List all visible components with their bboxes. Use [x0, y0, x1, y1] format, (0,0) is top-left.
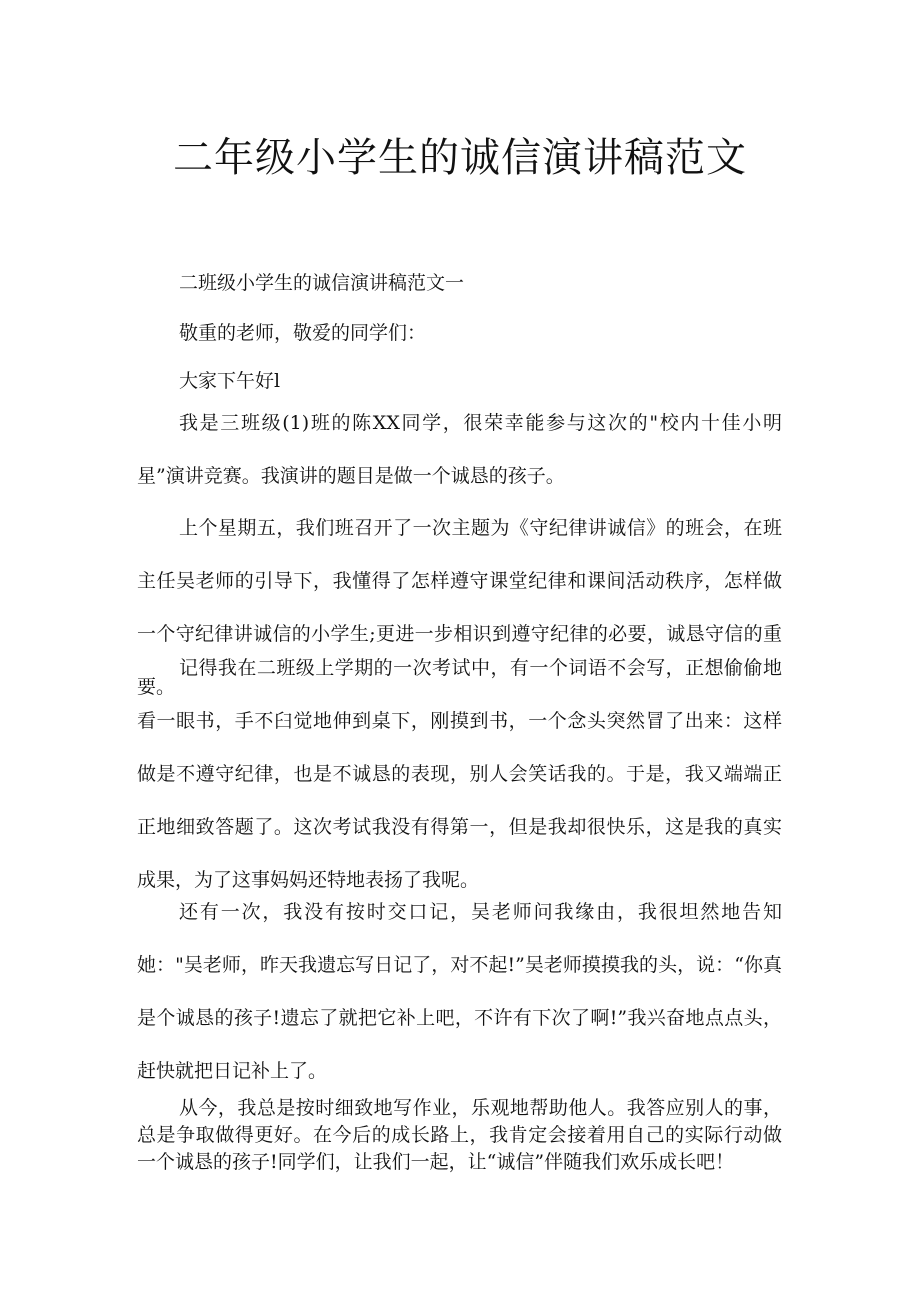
paragraph-4: 还有一次，我没有按时交口记，吴老师问我缘由，我很坦然地告知她："吴老师，昨天我遗忘写日记了，对不起!”吴老师摸摸我的头，说：“你真是个诚恳的孩子!遗忘了就把它补上吧，不许有下次了啊!”我兴奋地点点头，赶快就把日记补上了。 [137, 901, 782, 1082]
page-title: 二年级小学生的诚信演讲稿范文 [173, 135, 747, 181]
paragraph-5: 从今，我总是按时细致地写作业，乐观地帮助他人。我答应别人的事，总是争取做得更好。在今后的成长路上，我肯定会接着用自己的实际行动做一个诚恳的孩子!同学们，让我们一起，让“诚信”伴随我们欢乐成长吧！ [137, 1097, 782, 1173]
paragraph-2: 上个星期五，我们班召开了一次主题为《守纪律讲诚信》的班会，在班主任吴老师的引导下，我懂得了怎样遵守课堂纪律和课间活动秩序，怎样做一个守纪律讲诚信的小学生;更进一步相识到遵守纪律的必要，诚恳守信的重要。 [137, 517, 782, 698]
paragraph-3: 记得我在二班级上学期的一次考试中，有一个词语不会写，正想偷偷地看一眼书，手不臼觉地伸到桌下，刚摸到书，一个念头突然冒了出来：这样做是不遵守纪律，也是不诚恳的表现，别人会笑话我的。于是，我又端端正正地细致答题了。这次考试我没有得第一，但是我却很快乐，这是我的真实成果，为了这事妈妈还特地表扬了我呢。 [137, 657, 782, 891]
subtitle: 二班级小学生的诚信演讲稿范文一 [179, 272, 465, 294]
greeting: 大家下午好l [179, 370, 281, 392]
paragraph-1: 我是三班级(1)班的陈XX同学，很荣幸能参与这次的"校内十佳小明星”演讲竞赛。我演讲的题目是做一个诚恳的孩子。 [137, 412, 782, 487]
salutation: 敬重的老师，敬爱的同学们： [179, 322, 427, 344]
